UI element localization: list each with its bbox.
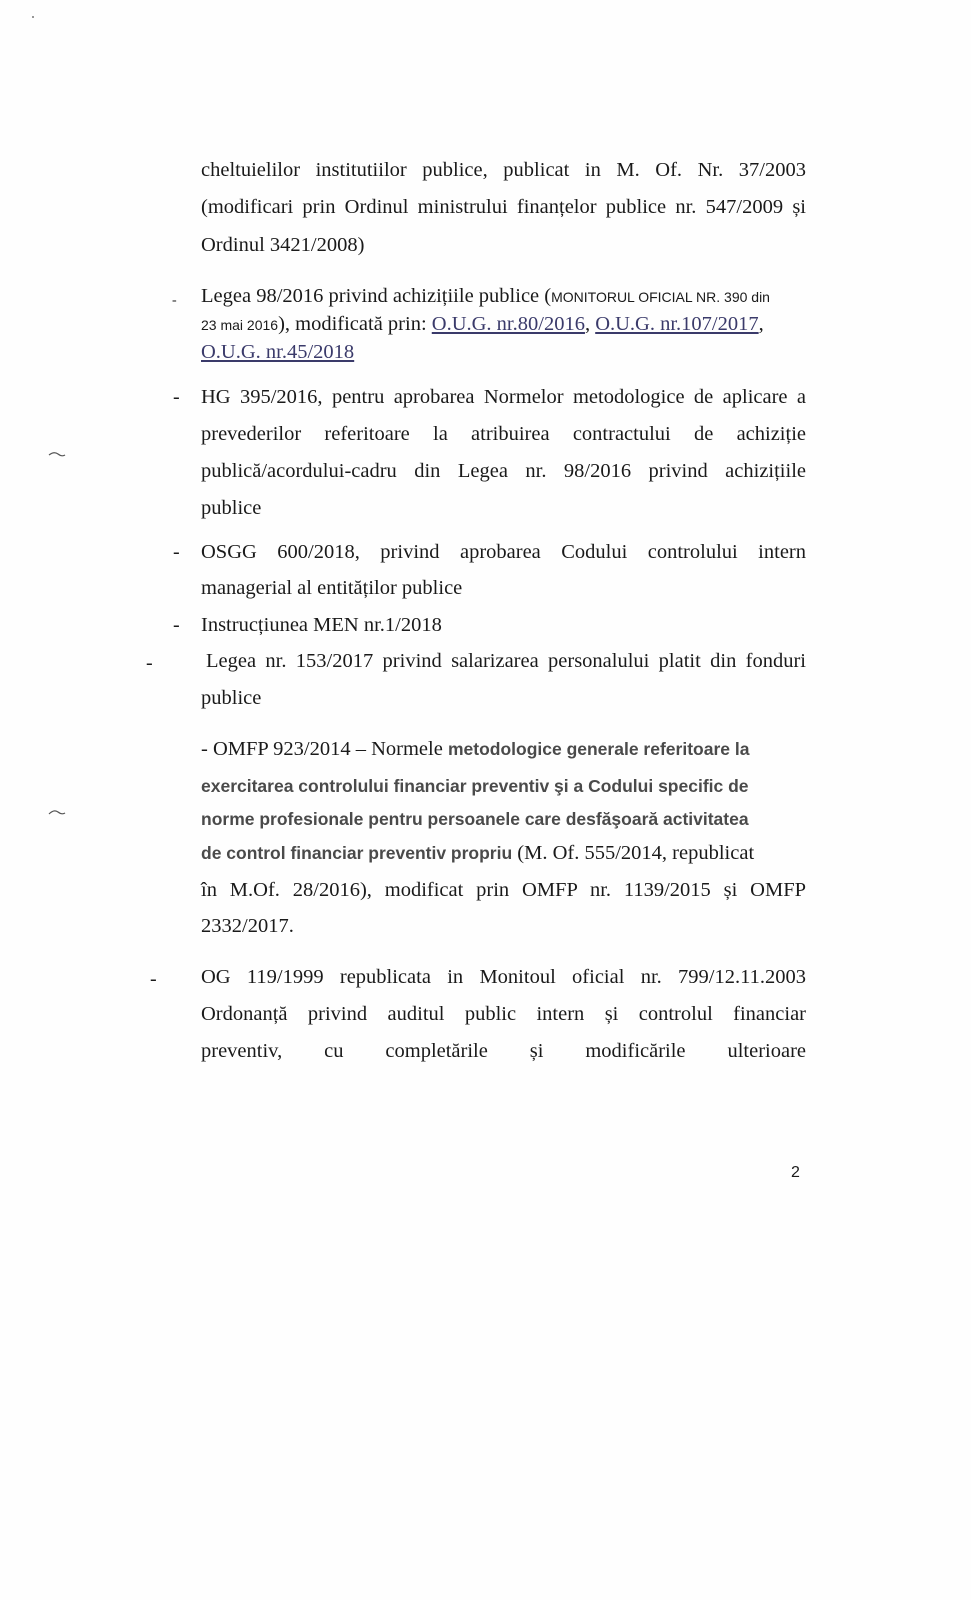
list-dash: -	[173, 386, 180, 408]
legea-153-line: publice	[201, 687, 262, 709]
omfp-923-line: norme profesionale pentru persoanele care desfăşoară activitatea	[201, 809, 749, 829]
legea-153-line: Legea nr. 153/2017 privind salarizarea personalului platit din fonduri	[206, 650, 806, 672]
hg-395-line: publică/acordului-cadru din Legea nr. 98/2016 privind achizițiile	[201, 460, 806, 482]
list-dash: -	[172, 293, 177, 308]
instructiunea-line: Instrucțiunea MEN nr.1/2018	[201, 614, 442, 636]
list-dash: -	[146, 652, 153, 674]
scan-mark	[30, 14, 36, 20]
og-119-line: OG 119/1999 republicata in Monitoul oficial nr. 799/12.11.2003	[201, 966, 806, 988]
oug-107-link[interactable]: O.U.G. nr.107/2017	[595, 313, 759, 335]
osgg-600-line: managerial al entităților publice	[201, 577, 463, 599]
omfp-923-line: exercitarea controlului financiar preventiv şi a Codului specific de	[201, 776, 749, 796]
legea-98-line	[201, 284, 806, 309]
omfp-923-line	[201, 737, 806, 761]
omfp-923-line	[201, 841, 806, 865]
omfp-923-tail: (M. Of. 555/2014, republicat	[512, 842, 755, 864]
hg-395-line: prevederilor referitoare la atribuirea contractului de achiziție	[201, 423, 806, 445]
intro-line: cheltuielilor institutiilor publice, publicat in M. Of. Nr. 37/2003	[201, 159, 806, 181]
list-dash: -	[173, 614, 180, 636]
list-dash: -	[150, 968, 157, 990]
omfp-923-line: 2332/2017.	[201, 915, 294, 937]
hg-395-line: publice	[201, 497, 262, 519]
monitor-date: 23 mai 2016	[201, 317, 279, 333]
separator: ,	[758, 313, 764, 335]
separator: ,	[584, 313, 596, 335]
osgg-600-line: OSGG 600/2018, privind aprobarea Codului controlului intern	[201, 541, 806, 563]
intro-line: Ordinul 3421/2008)	[201, 234, 365, 256]
scan-mark	[48, 451, 66, 457]
legea-98-text: Legea 98/2016 privind achizițiile publice (	[201, 285, 552, 307]
omfp-923-prefix: - OMFP 923/2014 – Normele	[201, 738, 448, 760]
omfp-923-line: în M.Of. 28/2016), modificat prin OMFP nr. 1139/2015 și OMFP	[201, 879, 806, 901]
list-dash: -	[173, 541, 180, 563]
og-119-line: Ordonanță privind auditul public intern și controlul financiar	[201, 1003, 806, 1025]
page-number: 2	[791, 1164, 800, 1181]
monitor-text: MONITORUL OFICIAL NR. 390 din	[551, 289, 770, 305]
oug-80-link[interactable]: O.U.G. nr.80/2016	[431, 313, 585, 335]
modification-text: ), modificată prin:	[278, 313, 432, 335]
og-119-line: preventiv, cu completările și modificările ulterioare	[201, 1040, 806, 1062]
scan-mark	[48, 809, 66, 815]
legea-98-line	[201, 340, 806, 364]
oug-45-link[interactable]: O.U.G. nr.45/2018	[201, 341, 355, 363]
omfp-923-sans: de control financiar preventiv propriu	[201, 843, 513, 863]
omfp-923-sans: metodologice generale referitoare la	[447, 739, 750, 759]
intro-line: (modificari prin Ordinul ministrului finanțelor publice nr. 547/2009 și	[201, 196, 806, 218]
hg-395-line: HG 395/2016, pentru aprobarea Normelor metodologice de aplicare a	[201, 386, 806, 408]
legea-98-line	[201, 312, 806, 337]
